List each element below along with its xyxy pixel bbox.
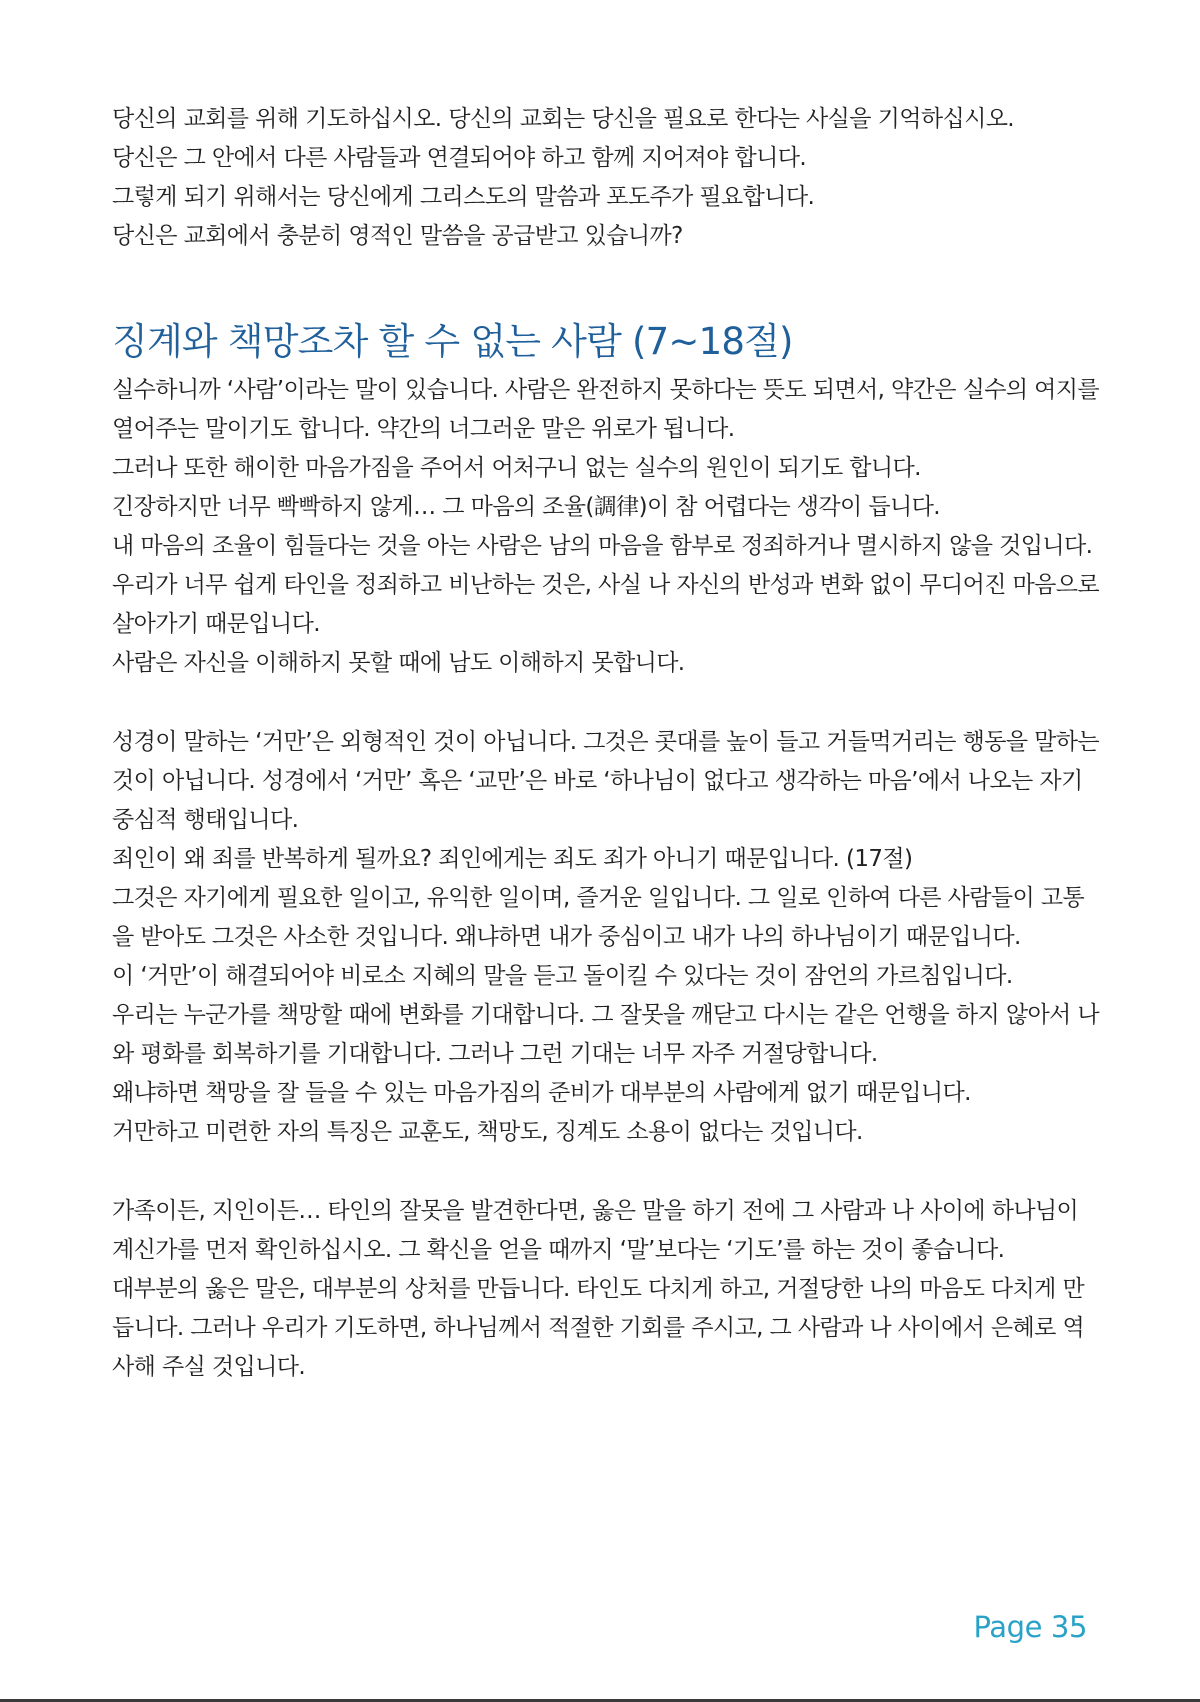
paragraph: 성경이 말하는 ‘거만’은 외형적인 것이 아닙니다. 그것은 콧대를 높이 들고 거들먹거리는 행동을 말하는 것이 아닙니다. 성경에서 ‘거만’ 혹은 ‘교만’은 바로 ‘하나님이 없다고 생각하는 마음’에서 나오는 자기 중심적 행태입니다. <box>112 729 1100 833</box>
paragraph: 우리는 누군가를 책망할 때에 변화를 기대합니다. 그 잘못을 깨닫고 다시는 같은 언행을 하지 않아서 나와 평화를 회복하기를 기대합니다. 그러나 그런 기대는 너무 자주 거절당합니다. <box>112 1002 1100 1067</box>
paragraph: 내 마음의 조율이 힘들다는 것을 아는 사람은 남의 마음을 함부로 정죄하거나 멸시하지 않을 것입니다. <box>112 533 1093 559</box>
spacer <box>112 683 1102 723</box>
paragraph: 그것은 자기에게 필요한 일이고, 유익한 일이며, 즐거운 일입니다. 그 일로 인하여 다른 사람들이 고통을 받아도 그것은 사소한 것입니다. 왜냐하면 내가 중심이고 내가 나의 하나님이기 때문입니다. <box>112 885 1085 950</box>
page-label: Page <box>973 1610 1043 1644</box>
spacer <box>112 256 1102 318</box>
paragraph: 죄인이 왜 죄를 반복하게 될까요? 죄인에게는 죄도 죄가 아니기 때문입니다. (17절) <box>112 846 913 872</box>
body-block-1 <box>112 371 1102 683</box>
spacer <box>112 1152 1102 1192</box>
paragraph: 당신의 교회를 위해 기도하십시오. 당신의 교회는 당신을 필요로 한다는 사실을 기억하십시오. <box>112 106 1015 132</box>
paragraph: 그렇게 되기 위해서는 당신에게 그리스도의 말씀과 포도주가 필요합니다. <box>112 184 815 210</box>
body-block-2 <box>112 723 1102 1152</box>
page-content <box>112 100 1102 1387</box>
paragraph: 당신은 그 안에서 다른 사람들과 연결되어야 하고 함께 지어져야 합니다. <box>112 145 807 171</box>
paragraph: 사람은 자신을 이해하지 못할 때에 남도 이해하지 못합니다. <box>112 650 685 676</box>
paragraph: 거만하고 미련한 자의 특징은 교훈도, 책망도, 징계도 소용이 없다는 것입니다. <box>112 1119 863 1145</box>
paragraph: 우리가 너무 쉽게 타인을 정죄하고 비난하는 것은, 사실 나 자신의 반성과 변화 없이 무디어진 마음으로 살아가기 때문입니다. <box>112 572 1100 637</box>
paragraph: 왜냐하면 책망을 잘 들을 수 있는 마음가짐의 준비가 대부분의 사람에게 없기 때문입니다. <box>112 1080 971 1106</box>
page-number <box>973 1610 1087 1644</box>
paragraph: 가족이든, 지인이든… 타인의 잘못을 발견한다면, 옳은 말을 하기 전에 그 사람과 나 사이에 하나님이 계신가를 먼저 확인하십시오. 그 확신을 얻을 때까지 ‘말’보다는 ‘기도’를 하는 것이 좋습니다. <box>112 1198 1079 1263</box>
intro-block <box>112 100 1102 256</box>
section-title: 징계와 책망조차 할 수 없는 사람 (7~18절) <box>112 320 793 363</box>
paragraph: 실수하니까 ‘사람’이라는 말이 있습니다. 사람은 완전하지 못하다는 뜻도 되면서, 약간은 실수의 여지를 열어주는 말이기도 합니다. 약간의 너그러운 말은 위로가 됩니다. <box>112 377 1100 442</box>
paragraph: 이 ‘거만’이 해결되어야 비로소 지혜의 말을 듣고 돌이킬 수 있다는 것이 잠언의 가르침입니다. <box>112 963 1013 989</box>
body-block-3 <box>112 1192 1102 1387</box>
page-number-value: 35 <box>1050 1610 1087 1644</box>
paragraph: 당신은 교회에서 충분히 영적인 말씀을 공급받고 있습니까? <box>112 223 683 249</box>
paragraph: 대부분의 옳은 말은, 대부분의 상처를 만듭니다. 타인도 다치게 하고, 거절당한 나의 마음도 다치게 만듭니다. 그러나 우리가 기도하면, 하나님께서 적절한 기회를 주시고, 그 사람과 나 사이에서 은혜로 역사해 주실 것입니다. <box>112 1276 1085 1380</box>
paragraph: 그러나 또한 해이한 마음가짐을 주어서 어처구니 없는 실수의 원인이 되기도 합니다. <box>112 455 921 481</box>
paragraph: 긴장하지만 너무 빡빡하지 않게… 그 마음의 조율(調律)이 참 어렵다는 생각이 듭니다. <box>112 494 940 520</box>
